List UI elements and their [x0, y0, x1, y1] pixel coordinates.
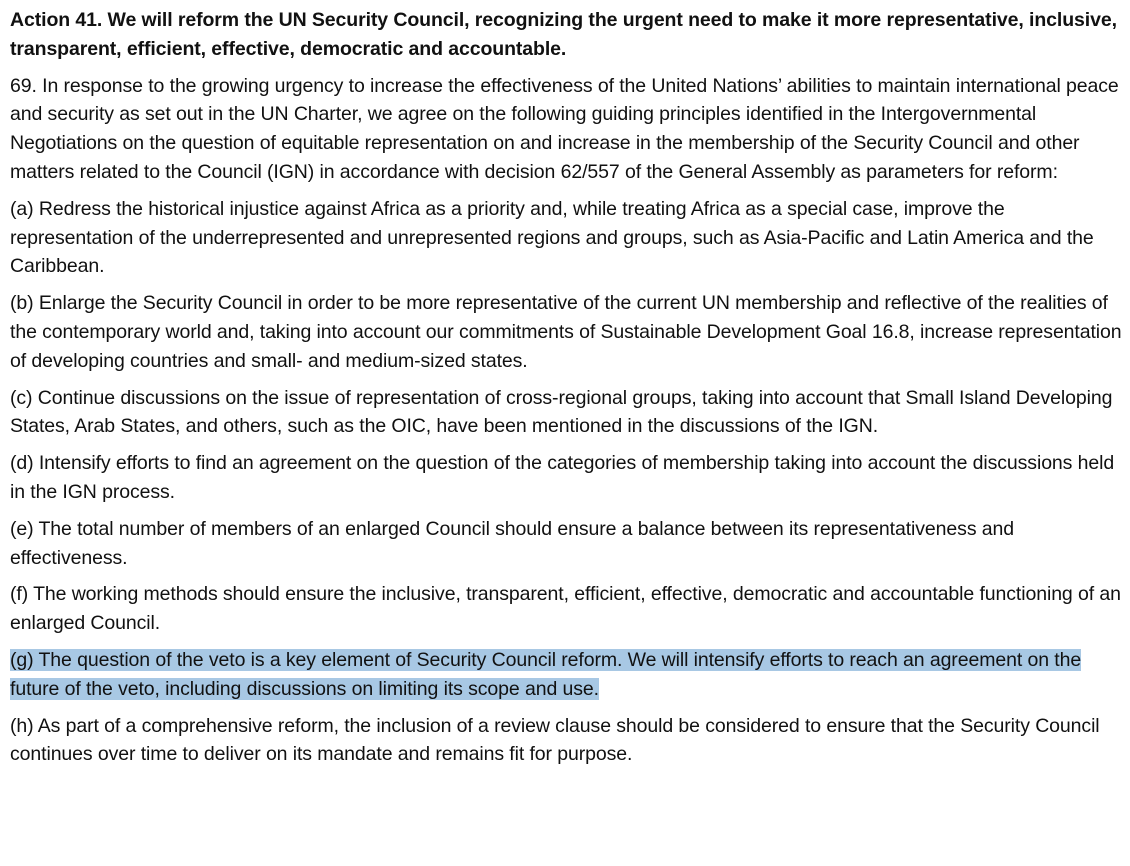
action-heading[interactable]: Action 41. We will reform the UN Security Council, recognizing the urgent need to make it more representative, inclusive, transparent, efficient, effective, democratic and accountable.	[10, 9, 1117, 60]
principle-a[interactable]: (a) Redress the historical injustice against Africa as a priority and, while treating Africa as a special case, improve the representation of the underrepresented and unrepresented regions and groups, such as Asia-Pacific and Latin America and the Caribbean.	[10, 197, 1094, 278]
document-body	[10, 6, 1122, 777]
principle-c[interactable]: (c) Continue discussions on the issue of representation of cross-regional groups, taking into account that Small Island Developing States, Arab States, and others, such as the OIC, have been mentioned in the discussions of the IGN.	[10, 386, 1113, 438]
principle-f[interactable]: (f) The working methods should ensure the inclusive, transparent, efficient, effective, democratic and accountable functioning of an enlarged Council.	[10, 583, 1121, 635]
principle-g-highlighted-text[interactable]: (g) The question of the veto is a key element of Security Council reform. We will intensify efforts to reach an agreement on the future of the veto, including discussions on limiting its scope and use.	[10, 648, 1082, 700]
principle-g-selected[interactable]	[10, 646, 1122, 704]
principle-d[interactable]: (d) Intensify efforts to find an agreement on the question of the categories of membership taking into account the discussions held in the IGN process.	[10, 452, 1115, 503]
principle-e[interactable]: (e) The total number of members of an enlarged Council should ensure a balance between its representativeness and effectiveness.	[10, 517, 1015, 569]
principle-b[interactable]: (b) Enlarge the Security Council in order to be more representative of the current UN membership and reflective of the realities of the contemporary world and, taking into account our commitments of Sustainable Development Goal 16.8, increase representation of developing countries and small- and medium-sized states.	[10, 292, 1122, 372]
principle-h[interactable]: (h) As part of a comprehensive reform, the inclusion of a review clause should be considered to ensure that the Security Council continues over time to deliver on its mandate and remains fit for purpose.	[10, 714, 1100, 766]
paragraph-69[interactable]: 69. In response to the growing urgency to increase the effectiveness of the United Nations’ abilities to maintain international peace and security as set out in the UN Charter, we agree on the following guiding principles identified in the Intergovernmental Negotiations on the question of equitable representation on and increase in the membership of the Security Council and other matters related to the Council (IGN) in accordance with decision 62/557 of the General Assembly as parameters for reform:	[10, 74, 1119, 183]
